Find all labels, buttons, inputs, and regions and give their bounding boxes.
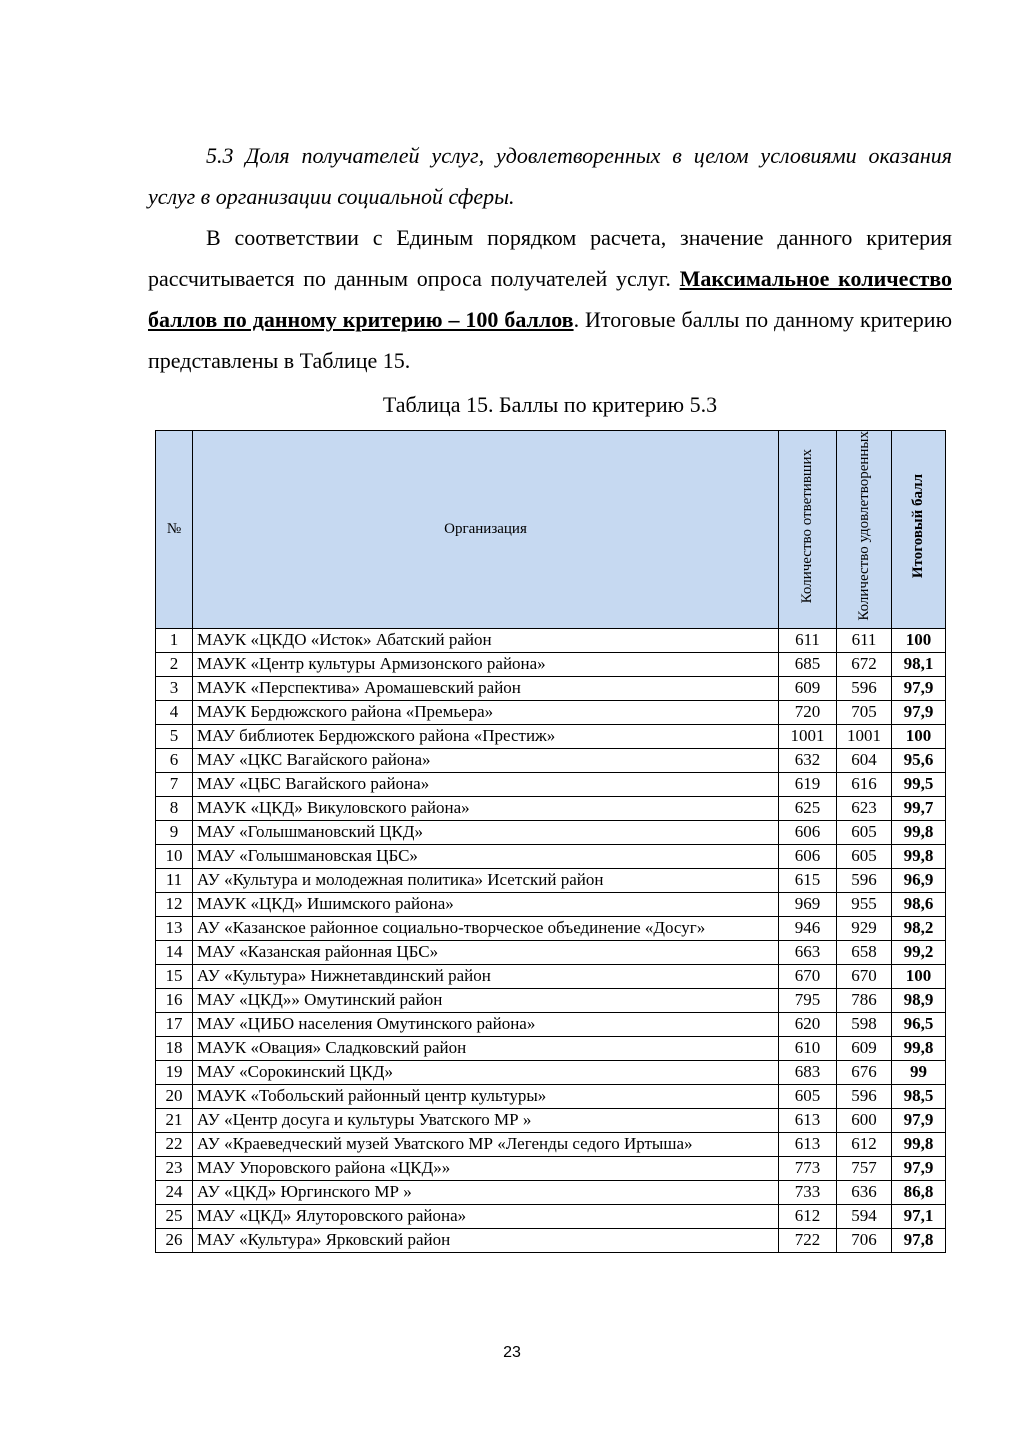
table-row <box>156 1012 946 1036</box>
table-row <box>156 820 946 844</box>
row-respondents: 670 <box>779 964 837 988</box>
row-final-score: 100 <box>892 724 946 748</box>
table-row <box>156 892 946 916</box>
table-row <box>156 1036 946 1060</box>
row-respondents: 609 <box>779 676 837 700</box>
row-final-score: 97,9 <box>892 700 946 724</box>
row-satisfied: 596 <box>837 1084 892 1108</box>
row-respondents: 610 <box>779 1036 837 1060</box>
row-final-score: 98,9 <box>892 988 946 1012</box>
row-satisfied: 600 <box>837 1108 892 1132</box>
row-satisfied: 598 <box>837 1012 892 1036</box>
table-row <box>156 1204 946 1228</box>
row-number: 5 <box>156 724 193 748</box>
row-organization: МАУ «ЦКД»» Омутинский район <box>193 988 779 1012</box>
table-row <box>156 796 946 820</box>
row-organization: АУ «ЦКД» Юргинского МР » <box>193 1180 779 1204</box>
row-respondents: 606 <box>779 820 837 844</box>
row-number: 6 <box>156 748 193 772</box>
row-number: 15 <box>156 964 193 988</box>
row-number: 1 <box>156 628 193 652</box>
row-respondents: 615 <box>779 868 837 892</box>
row-number: 14 <box>156 940 193 964</box>
row-number: 22 <box>156 1132 193 1156</box>
table-header-row <box>156 431 946 629</box>
row-number: 2 <box>156 652 193 676</box>
row-satisfied: 612 <box>837 1132 892 1156</box>
row-final-score: 95,6 <box>892 748 946 772</box>
row-number: 7 <box>156 772 193 796</box>
row-number: 13 <box>156 916 193 940</box>
table-row <box>156 628 946 652</box>
row-final-score: 99,2 <box>892 940 946 964</box>
row-number: 8 <box>156 796 193 820</box>
row-satisfied: 594 <box>837 1204 892 1228</box>
max-score-note: Максимальное количество баллов по данному критерию – 100 баллов <box>148 266 952 332</box>
row-final-score: 99,8 <box>892 1132 946 1156</box>
row-satisfied: 605 <box>837 820 892 844</box>
row-satisfied: 955 <box>837 892 892 916</box>
row-organization: МАУ «ЦКД» Ялуторовского района» <box>193 1204 779 1228</box>
table-row <box>156 1108 946 1132</box>
row-organization: АУ «Центр досуга и культуры Уватского МР » <box>193 1108 779 1132</box>
table-body <box>156 628 946 1252</box>
table-row <box>156 676 946 700</box>
row-number: 21 <box>156 1108 193 1132</box>
row-organization: МАУ «Голышмановская ЦБС» <box>193 844 779 868</box>
table-row <box>156 916 946 940</box>
header-number: № <box>156 431 193 629</box>
row-respondents: 606 <box>779 844 837 868</box>
row-final-score: 100 <box>892 628 946 652</box>
document-body <box>148 135 952 381</box>
header-satisfied <box>837 431 892 629</box>
row-organization: МАУК «Перспектива» Аромашевский район <box>193 676 779 700</box>
row-organization: МАУК «ЦКД» Викуловского района» <box>193 796 779 820</box>
header-respondents <box>779 431 837 629</box>
table-row <box>156 652 946 676</box>
intro-text-end: . Итоговые баллы по данному критерию представлены в Таблице 15. <box>148 307 953 373</box>
row-satisfied: 604 <box>837 748 892 772</box>
table-row <box>156 964 946 988</box>
row-final-score: 100 <box>892 964 946 988</box>
row-number: 25 <box>156 1204 193 1228</box>
row-satisfied: 658 <box>837 940 892 964</box>
scores-table <box>155 430 946 1253</box>
page-number: 23 <box>503 1344 521 1361</box>
row-respondents: 605 <box>779 1084 837 1108</box>
row-respondents: 1001 <box>779 724 837 748</box>
table-row <box>156 988 946 1012</box>
table-row <box>156 868 946 892</box>
row-organization: МАУ Упоровского района «ЦКД»» <box>193 1156 779 1180</box>
row-organization: МАУК «ЦКДО «Исток» Абатский район <box>193 628 779 652</box>
table-row <box>156 724 946 748</box>
row-number: 9 <box>156 820 193 844</box>
row-satisfied: 670 <box>837 964 892 988</box>
row-satisfied: 676 <box>837 1060 892 1084</box>
row-final-score: 98,6 <box>892 892 946 916</box>
row-number: 17 <box>156 1012 193 1036</box>
row-organization: МАУ «ЦИБО населения Омутинского района» <box>193 1012 779 1036</box>
row-satisfied: 623 <box>837 796 892 820</box>
row-organization: МАУ «Сорокинский ЦКД» <box>193 1060 779 1084</box>
row-final-score: 98,2 <box>892 916 946 940</box>
row-satisfied: 596 <box>837 868 892 892</box>
row-number: 18 <box>156 1036 193 1060</box>
header-final-score <box>892 431 946 629</box>
row-satisfied: 611 <box>837 628 892 652</box>
table-row <box>156 1132 946 1156</box>
row-final-score: 86,8 <box>892 1180 946 1204</box>
row-organization: МАУ «Культура» Ярковский район <box>193 1228 779 1252</box>
header-respondents-label: Количество ответивших <box>799 448 815 603</box>
table-row <box>156 700 946 724</box>
row-organization: МАУК «ЦКД» Ишимского района» <box>193 892 779 916</box>
row-final-score: 99,5 <box>892 772 946 796</box>
row-respondents: 619 <box>779 772 837 796</box>
row-respondents: 683 <box>779 1060 837 1084</box>
row-respondents: 613 <box>779 1132 837 1156</box>
row-respondents: 611 <box>779 628 837 652</box>
row-final-score: 96,9 <box>892 868 946 892</box>
row-satisfied: 1001 <box>837 724 892 748</box>
row-number: 19 <box>156 1060 193 1084</box>
row-respondents: 663 <box>779 940 837 964</box>
row-final-score: 97,9 <box>892 676 946 700</box>
row-final-score: 97,9 <box>892 1108 946 1132</box>
row-organization: МАУК Бердюжского района «Премьера» <box>193 700 779 724</box>
row-satisfied: 672 <box>837 652 892 676</box>
row-number: 4 <box>156 700 193 724</box>
row-satisfied: 929 <box>837 916 892 940</box>
intro-paragraph <box>148 217 952 381</box>
row-organization: МАУ «Казанская районная ЦБС» <box>193 940 779 964</box>
table-row <box>156 1060 946 1084</box>
row-organization: АУ «Культура» Нижнетавдинский район <box>193 964 779 988</box>
row-respondents: 612 <box>779 1204 837 1228</box>
row-organization: АУ «Краеведческий музей Уватского МР «Легенды седого Иртыша» <box>193 1132 779 1156</box>
row-final-score: 99,8 <box>892 1036 946 1060</box>
row-satisfied: 596 <box>837 676 892 700</box>
table-row <box>156 1180 946 1204</box>
table-row <box>156 772 946 796</box>
row-respondents: 685 <box>779 652 837 676</box>
row-final-score: 98,1 <box>892 652 946 676</box>
row-organization: МАУ «ЦКС Вагайского района» <box>193 748 779 772</box>
row-satisfied: 757 <box>837 1156 892 1180</box>
row-final-score: 97,8 <box>892 1228 946 1252</box>
row-respondents: 795 <box>779 988 837 1012</box>
header-final-score-label: Итоговый балл <box>910 473 926 578</box>
row-satisfied: 636 <box>837 1180 892 1204</box>
row-organization: АУ «Казанское районное социально-творческое объединение «Досуг» <box>193 916 779 940</box>
row-respondents: 613 <box>779 1108 837 1132</box>
row-final-score: 97,9 <box>892 1156 946 1180</box>
row-number: 12 <box>156 892 193 916</box>
table-caption: Таблица 15. Баллы по критерию 5.3 <box>382 392 718 417</box>
table-row <box>156 1156 946 1180</box>
row-satisfied: 605 <box>837 844 892 868</box>
row-organization: МАУ «ЦБС Вагайского района» <box>193 772 779 796</box>
row-respondents: 773 <box>779 1156 837 1180</box>
intro-text-start: В соответствии с Единым порядком расчета, значение данного критерия рассчитывается по данным опроса получателей услуг. <box>148 225 952 291</box>
row-respondents: 733 <box>779 1180 837 1204</box>
section-heading: 5.3 Доля получателей услуг, удовлетворенных в целом условиями оказания услуг в организации социальной сферы. <box>148 143 952 209</box>
table-row <box>156 748 946 772</box>
row-number: 10 <box>156 844 193 868</box>
row-satisfied: 786 <box>837 988 892 1012</box>
row-respondents: 969 <box>779 892 837 916</box>
header-organization: Организация <box>193 431 779 629</box>
row-final-score: 99 <box>892 1060 946 1084</box>
row-final-score: 98,5 <box>892 1084 946 1108</box>
row-number: 20 <box>156 1084 193 1108</box>
row-organization: МАУК «Овация» Сладковский район <box>193 1036 779 1060</box>
row-number: 3 <box>156 676 193 700</box>
row-satisfied: 705 <box>837 700 892 724</box>
row-number: 16 <box>156 988 193 1012</box>
row-number: 23 <box>156 1156 193 1180</box>
row-respondents: 946 <box>779 916 837 940</box>
row-satisfied: 706 <box>837 1228 892 1252</box>
header-satisfied-label: Количество удовлетворенных <box>855 431 872 621</box>
row-final-score: 96,5 <box>892 1012 946 1036</box>
row-number: 26 <box>156 1228 193 1252</box>
row-organization: МАУК «Центр культуры Армизонского района» <box>193 652 779 676</box>
row-final-score: 99,8 <box>892 844 946 868</box>
row-respondents: 620 <box>779 1012 837 1036</box>
row-final-score: 99,7 <box>892 796 946 820</box>
table-row <box>156 1228 946 1252</box>
row-satisfied: 609 <box>837 1036 892 1060</box>
table-row <box>156 844 946 868</box>
table-row <box>156 940 946 964</box>
row-respondents: 625 <box>779 796 837 820</box>
row-organization: АУ «Культура и молодежная политика» Исетский район <box>193 868 779 892</box>
table-row <box>156 1084 946 1108</box>
row-final-score: 99,8 <box>892 820 946 844</box>
row-respondents: 632 <box>779 748 837 772</box>
row-satisfied: 616 <box>837 772 892 796</box>
row-number: 11 <box>156 868 193 892</box>
row-organization: МАУ «Голышмановский ЦКД» <box>193 820 779 844</box>
row-number: 24 <box>156 1180 193 1204</box>
row-respondents: 722 <box>779 1228 837 1252</box>
row-organization: МАУ библиотек Бердюжского района «Престиж» <box>193 724 779 748</box>
row-organization: МАУК «Тобольский районный центр культуры» <box>193 1084 779 1108</box>
row-respondents: 720 <box>779 700 837 724</box>
row-final-score: 97,1 <box>892 1204 946 1228</box>
